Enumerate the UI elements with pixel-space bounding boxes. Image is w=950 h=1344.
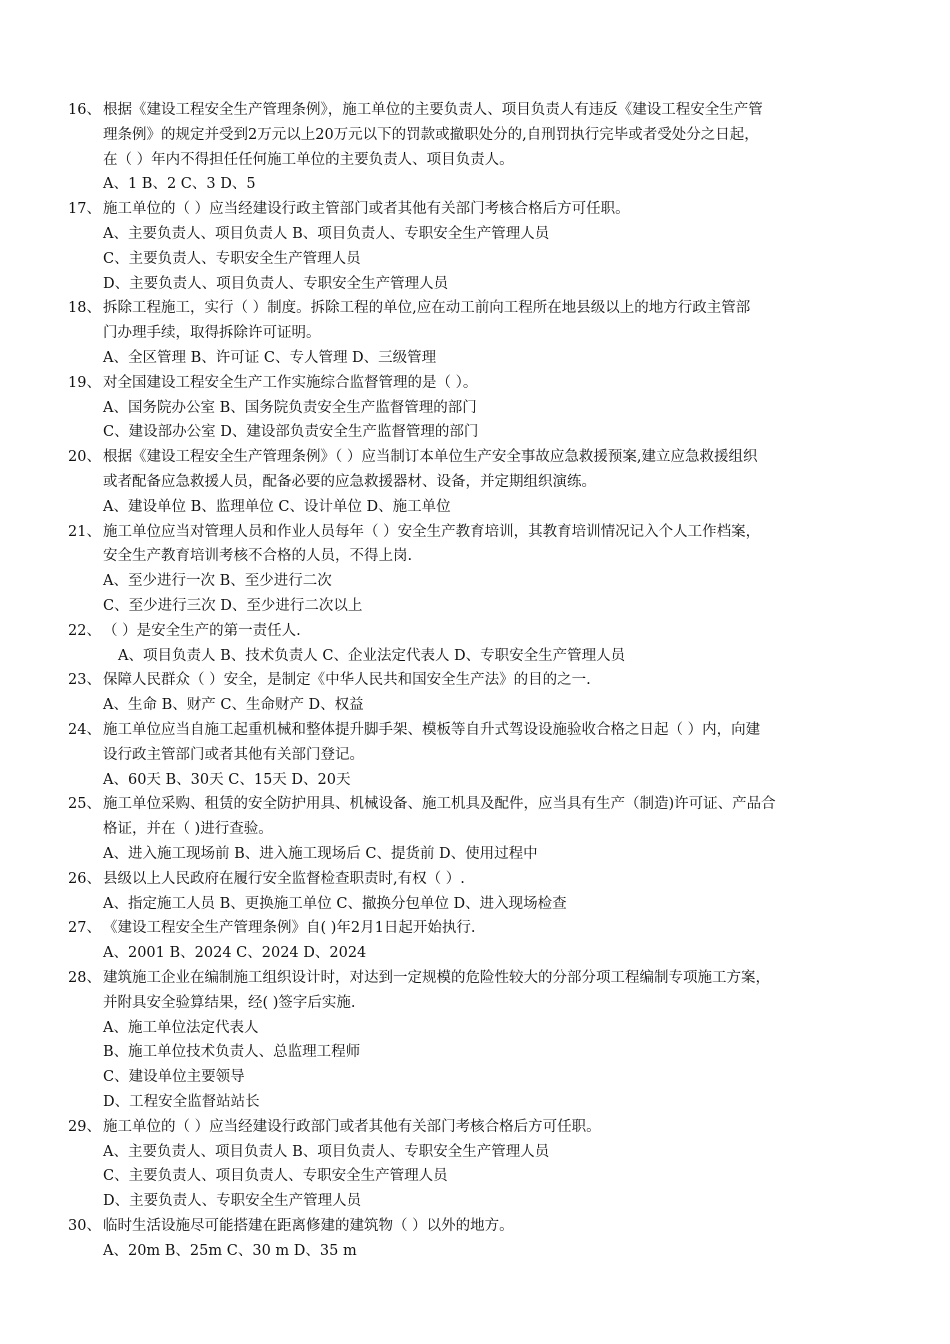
question-line — [0, 966, 950, 991]
answer-options: A、国务院办公室 B、国务院负责安全生产监督管理的部门 — [103, 399, 477, 416]
question-number: 30、 — [68, 1218, 101, 1234]
question-line — [0, 371, 950, 396]
option-line — [0, 1239, 950, 1264]
question-line — [0, 296, 950, 321]
question-line — [0, 148, 950, 173]
question-text: 安全生产教育培训考核不合格的人员，不得上岗. — [103, 548, 413, 565]
answer-options: A、全区管理 B、许可证 C、专人管理 D、三级管理 — [103, 349, 437, 366]
question-line — [0, 197, 950, 222]
question-block — [0, 718, 950, 792]
question-number: 29、 — [68, 1118, 101, 1135]
answer-options: A、主要负责人、项目负责人 B、项目负责人、专职安全生产管理人员 — [103, 225, 550, 242]
question-number: 19、 — [68, 374, 101, 391]
question-text: 根据《建设工程安全生产管理条例》，施工单位的主要负责人、项目负责人有违反《建设工程安全生产管 — [103, 102, 763, 118]
option-line — [0, 892, 950, 917]
answer-options: D、工程安全监督站站长 — [103, 1093, 260, 1110]
answer-options: D、主要负责人、专职安全生产管理人员 — [103, 1193, 362, 1210]
question-text: 《建设工程安全生产管理条例》自( )年2月1日起开始执行. — [103, 920, 476, 937]
answer-options: D、主要负责人、项目负责人、专职安全生产管理人员 — [103, 275, 449, 292]
question-line — [0, 743, 950, 768]
question-line — [0, 817, 950, 842]
option-line — [0, 222, 950, 247]
option-line — [0, 1065, 950, 1090]
answer-options: A、2001 B、2024 C、2024 D、2024 — [103, 945, 367, 962]
option-line — [0, 346, 950, 371]
question-line — [0, 718, 950, 743]
question-line — [0, 668, 950, 693]
answer-options: A、项目负责人 B、技术负责人 C、企业法定代表人 D、专职安全生产管理人员 — [118, 647, 626, 664]
question-line — [0, 916, 950, 941]
question-line — [0, 445, 950, 470]
question-text: 门办理手续，取得拆除许可证明。 — [103, 325, 321, 342]
option-line — [0, 1164, 950, 1189]
question-text: 或者配备应急救援人员，配备必要的应急救援器材、设备，并定期组织演练。 — [103, 473, 596, 490]
question-number: 27、 — [68, 920, 101, 937]
answer-options: C、建设单位主要领导 — [103, 1069, 245, 1086]
question-text: 施工单位采购、租赁的安全防护用具、机械设备、施工机具及配件，应当具有生产（制造)许可证、产品合 — [103, 796, 776, 813]
question-text: 在（ ）年内不得担任任何施工单位的主要负责人、项目负责人。 — [103, 151, 514, 168]
option-line — [0, 420, 950, 445]
question-block — [0, 792, 950, 866]
answer-options: A、生命 B、财产 C、生命财产 D、权益 — [103, 697, 364, 714]
question-number: 18、 — [68, 300, 101, 317]
question-text: 施工单位应当对管理人员和作业人员每年（ ）安全生产教育培训，其教育培训情况记入个人工作档案， — [103, 523, 761, 540]
question-text: 施工单位的（ ）应当经建设行政部门或者其他有关部门考核合格后方可任职。 — [103, 1118, 601, 1135]
option-line — [0, 1189, 950, 1214]
question-text: 临时生活设施尽可能搭建在距离修建的建筑物（ ）以外的地方。 — [103, 1218, 514, 1234]
question-block — [0, 98, 950, 197]
answer-options: A、建设单位 B、监理单位 C、设计单位 D、施工单位 — [103, 498, 451, 515]
question-block — [0, 197, 950, 296]
question-block — [0, 371, 950, 445]
question-line — [0, 470, 950, 495]
question-line — [0, 520, 950, 545]
question-block — [0, 445, 950, 519]
answer-options: A、60天 B、30天 C、15天 D、20天 — [103, 771, 351, 788]
answer-options: A、指定施工人员 B、更换施工单位 C、撤换分包单位 D、进入现场检查 — [103, 895, 567, 912]
option-line — [0, 1140, 950, 1165]
question-number: 23、 — [68, 672, 101, 689]
option-line — [0, 941, 950, 966]
question-text: 施工单位应当自施工起重机械和整体提升脚手架、模板等自升式驾设设施验收合格之日起（ ）内，向建 — [103, 722, 761, 738]
question-line — [0, 1115, 950, 1140]
question-text: 理条例》的规定并受到2万元以上20万元以下的罚款或撤职处分的,自刑罚执行完毕或者受处分之日起， — [103, 126, 759, 143]
option-line — [0, 247, 950, 272]
question-line — [0, 991, 950, 1016]
question-line — [0, 619, 950, 644]
option-line — [0, 172, 950, 197]
option-line — [0, 1090, 950, 1115]
question-number: 22、 — [68, 622, 101, 639]
answer-options: A、至少进行一次 B、至少进行二次 — [103, 573, 332, 590]
answer-options: A、施工单位法定代表人 — [103, 1019, 259, 1036]
option-line — [0, 1016, 950, 1041]
question-text: （ ）是安全生产的第一责任人. — [103, 622, 301, 639]
answer-options: C、主要负责人、项目负责人、专职安全生产管理人员 — [103, 1168, 448, 1185]
option-line — [0, 768, 950, 793]
question-number: 21、 — [68, 523, 101, 540]
question-text: 建筑施工企业在编制施工组织设计时，对达到一定规模的危险性较大的分部分项工程编制专项施工方案， — [103, 970, 770, 986]
question-block — [0, 916, 950, 966]
option-line — [0, 396, 950, 421]
question-text: 并附具安全验算结果，经( )签字后实施. — [103, 994, 356, 1011]
question-block — [0, 619, 950, 669]
option-line — [0, 594, 950, 619]
question-line — [0, 792, 950, 817]
question-text: 设行政主管部门或者其他有关部门登记。 — [103, 746, 364, 763]
question-number: 25、 — [68, 796, 101, 813]
question-number: 20、 — [68, 449, 101, 466]
question-block — [0, 867, 950, 917]
question-line — [0, 123, 950, 148]
option-line — [0, 693, 950, 718]
question-text: 对全国建设工程安全生产工作实施综合监督管理的是（ ）。 — [103, 374, 478, 391]
question-block — [0, 1115, 950, 1214]
question-line — [0, 544, 950, 569]
question-line — [0, 867, 950, 892]
question-line — [0, 98, 950, 123]
question-number: 26、 — [68, 870, 101, 887]
answer-options: A、1 B、2 C、3 D、5 — [103, 176, 256, 193]
option-line — [0, 495, 950, 520]
question-block — [0, 1214, 950, 1264]
answer-options: C、主要负责人、专职安全生产管理人员 — [103, 250, 361, 267]
question-text: 县级以上人民政府在履行安全监督检查职责时,有权（ ）. — [103, 870, 465, 887]
question-text: 根据《建设工程安全生产管理条例》（ ）应当制订本单位生产安全事故应急救援预案,建立应急救援组织 — [103, 449, 758, 466]
question-text: 格证，并在（ )进行查验。 — [103, 821, 273, 838]
question-block — [0, 966, 950, 1115]
answer-options: A、主要负责人、项目负责人 B、项目负责人、专职安全生产管理人员 — [103, 1143, 550, 1160]
answer-options: C、建设部办公室 D、建设部负责安全生产监督管理的部门 — [103, 424, 479, 441]
question-line — [0, 1214, 950, 1239]
question-number: 24、 — [68, 722, 101, 738]
question-number: 17、 — [68, 201, 101, 218]
question-text: 施工单位的（ ）应当经建设行政主管部门或者其他有关部门考核合格后方可任职。 — [103, 201, 630, 218]
option-line — [0, 272, 950, 297]
option-line — [0, 1040, 950, 1065]
question-block — [0, 296, 950, 370]
option-line — [0, 842, 950, 867]
question-block — [0, 668, 950, 718]
answer-options: C、至少进行三次 D、至少进行二次以上 — [103, 597, 363, 614]
option-line — [0, 644, 950, 669]
question-number: 16、 — [68, 102, 101, 118]
question-text: 拆除工程施工，实行（ ）制度。拆除工程的单位,应在动工前向工程所在地县级以上的地方行政主管部 — [103, 300, 751, 317]
answer-options: B、施工单位技术负责人、总监理工程师 — [103, 1044, 361, 1061]
question-number: 28、 — [68, 970, 101, 986]
question-text: 保障人民群众（ ）安全，是制定《中华人民共和国安全生产法》的目的之一. — [103, 672, 591, 689]
question-block — [0, 520, 950, 619]
answer-options: A、20m B、25m C、30 m D、35 m — [103, 1242, 357, 1259]
answer-options: A、进入施工现场前 B、进入施工现场后 C、提货前 D、使用过程中 — [103, 845, 538, 862]
option-line — [0, 569, 950, 594]
question-line — [0, 321, 950, 346]
